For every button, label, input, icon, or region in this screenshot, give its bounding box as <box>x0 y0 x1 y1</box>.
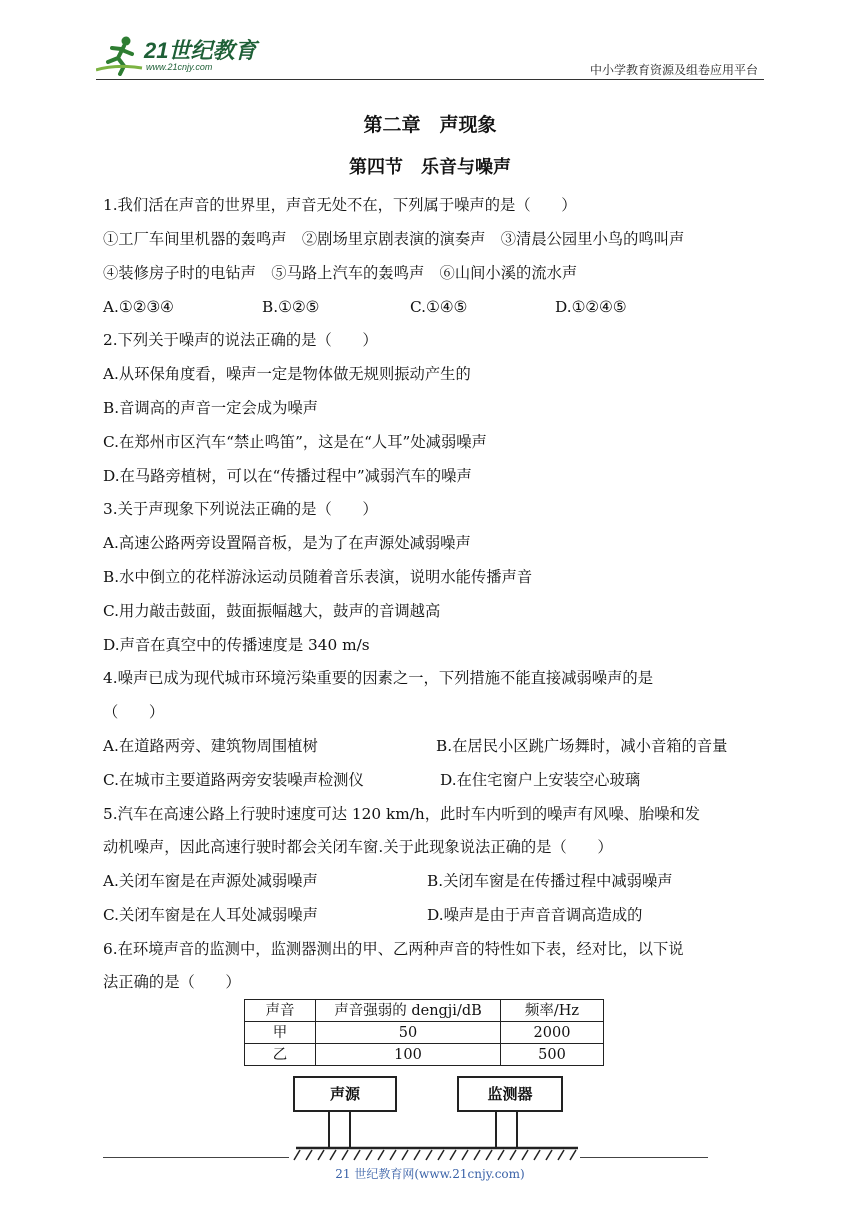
q1-option-a: A.①②③④ <box>103 298 174 316</box>
platform-label: 中小学教育资源及组卷应用平台 <box>589 63 758 77</box>
q5-option-c: C.关闭车窗是在人耳处减弱噪声 <box>103 906 318 924</box>
q2-option-a: A.从环保角度看，噪声一定是物体做无规则振动产生的 <box>103 365 471 383</box>
footer-text: 21 世纪教育网(www.21cnjy.com) <box>335 1167 525 1181</box>
q5-stem-cont: 动机噪声，因此高速行驶时都会关闭车窗.关于此现象说法正确的是（ ） <box>103 838 613 856</box>
runner-logo-icon <box>96 34 146 76</box>
page-header <box>96 34 764 78</box>
q1-option-d: D.①②④⑤ <box>555 298 627 316</box>
q4-option-c: C.在城市主要道路两旁安装噪声检测仪 <box>103 771 364 789</box>
q3-option-b: B.水中倒立的花样游泳运动员随着音乐表演，说明水能传播声音 <box>103 568 533 586</box>
q1-option-b: B.①②⑤ <box>262 298 320 316</box>
table-header-row <box>245 1000 604 1022</box>
q3-option-d: D.声音在真空中的传播速度是 340 m/s <box>103 636 370 654</box>
q4-stem-cont: （ ） <box>103 703 165 721</box>
chapter-title: 第二章 声现象 <box>363 114 497 136</box>
logo <box>96 34 266 76</box>
section-title: 第四节 乐音与噪声 <box>349 157 511 178</box>
q2-stem: 2.下列关于噪声的说法正确的是（ ） <box>103 331 378 349</box>
q5-option-d: D.噪声是由于声音音调高造成的 <box>427 906 643 924</box>
q5-option-b: B.关闭车窗是在传播过程中减弱噪声 <box>427 872 673 890</box>
sound-source-box: 声源 <box>293 1076 397 1112</box>
table-cell: 甲 <box>245 1022 316 1044</box>
logo-url: www.21cnjy.com <box>146 62 213 72</box>
q1-line2: ④装修房子时的电钻声 ⑤马路上汽车的轰鸣声 ⑥山间小溪的流水声 <box>103 264 578 282</box>
q3-stem: 3.关于声现象下列说法正确的是（ ） <box>103 500 378 518</box>
q4-stem: 4.噪声已成为现代城市环境污染重要的因素之一，下列措施不能直接减弱噪声的是 <box>103 669 653 687</box>
table-cell: 100 <box>316 1044 501 1066</box>
q4-option-a: A.在道路两旁、建筑物周围植树 <box>103 737 318 755</box>
sound-figure <box>290 1072 580 1162</box>
table-row <box>245 1022 604 1044</box>
q4-option-d: D.在住宅窗户上安装空心玻璃 <box>440 771 641 789</box>
table-cell: 乙 <box>245 1044 316 1066</box>
q1-option-c: C.①④⑤ <box>410 298 468 316</box>
q3-option-c: C.用力敲击鼓面，鼓面振幅越大，鼓声的音调越高 <box>103 602 441 620</box>
table-header: 频率/Hz <box>501 1000 604 1022</box>
footer-line-right <box>580 1157 708 1158</box>
q5-stem: 5.汽车在高速公路上行驶时速度可达 120 km/h，此时车内听到的噪声有风噪、胎噪和发 <box>103 805 701 823</box>
q3-option-a: A.高速公路两旁设置隔音板，是为了在声源处减弱噪声 <box>103 534 471 552</box>
footer-line-left <box>103 1157 289 1158</box>
sound-table <box>244 999 604 1066</box>
q2-option-b: B.音调高的声音一定会成为噪声 <box>103 399 318 417</box>
q2-option-c: C.在郑州市区汽车“禁止鸣笛”，这是在“人耳”处减弱噪声 <box>103 433 487 451</box>
q6-stem-cont: 法正确的是（ ） <box>103 973 241 991</box>
table-row <box>245 1044 604 1066</box>
table-cell: 50 <box>316 1022 501 1044</box>
table-cell: 500 <box>501 1044 604 1066</box>
q6-stem: 6.在环境声音的监测中，监测器测出的甲、乙两种声音的特性如下表，经对比，以下说 <box>103 940 684 958</box>
q4-option-b: B.在居民小区跳广场舞时，减小音箱的音量 <box>436 737 728 755</box>
table-header: 声音强弱的 dengji/dB <box>316 1000 501 1022</box>
q5-option-a: A.关闭车窗是在声源处减弱噪声 <box>103 872 318 890</box>
table-cell: 2000 <box>501 1022 604 1044</box>
q1-stem: 1.我们活在声音的世界里，声音无处不在，下列属于噪声的是（ ） <box>103 196 577 214</box>
header-divider <box>96 79 764 80</box>
monitor-box: 监测器 <box>457 1076 563 1112</box>
q1-line1: ①工厂车间里机器的轰鸣声 ②剧场里京剧表演的演奏声 ③清晨公园里小鸟的鸣叫声 <box>103 230 685 248</box>
logo-text: 21世纪教育 <box>144 38 257 63</box>
table-header: 声音 <box>245 1000 316 1022</box>
q2-option-d: D.在马路旁植树，可以在“传播过程中”减弱汽车的噪声 <box>103 467 472 485</box>
